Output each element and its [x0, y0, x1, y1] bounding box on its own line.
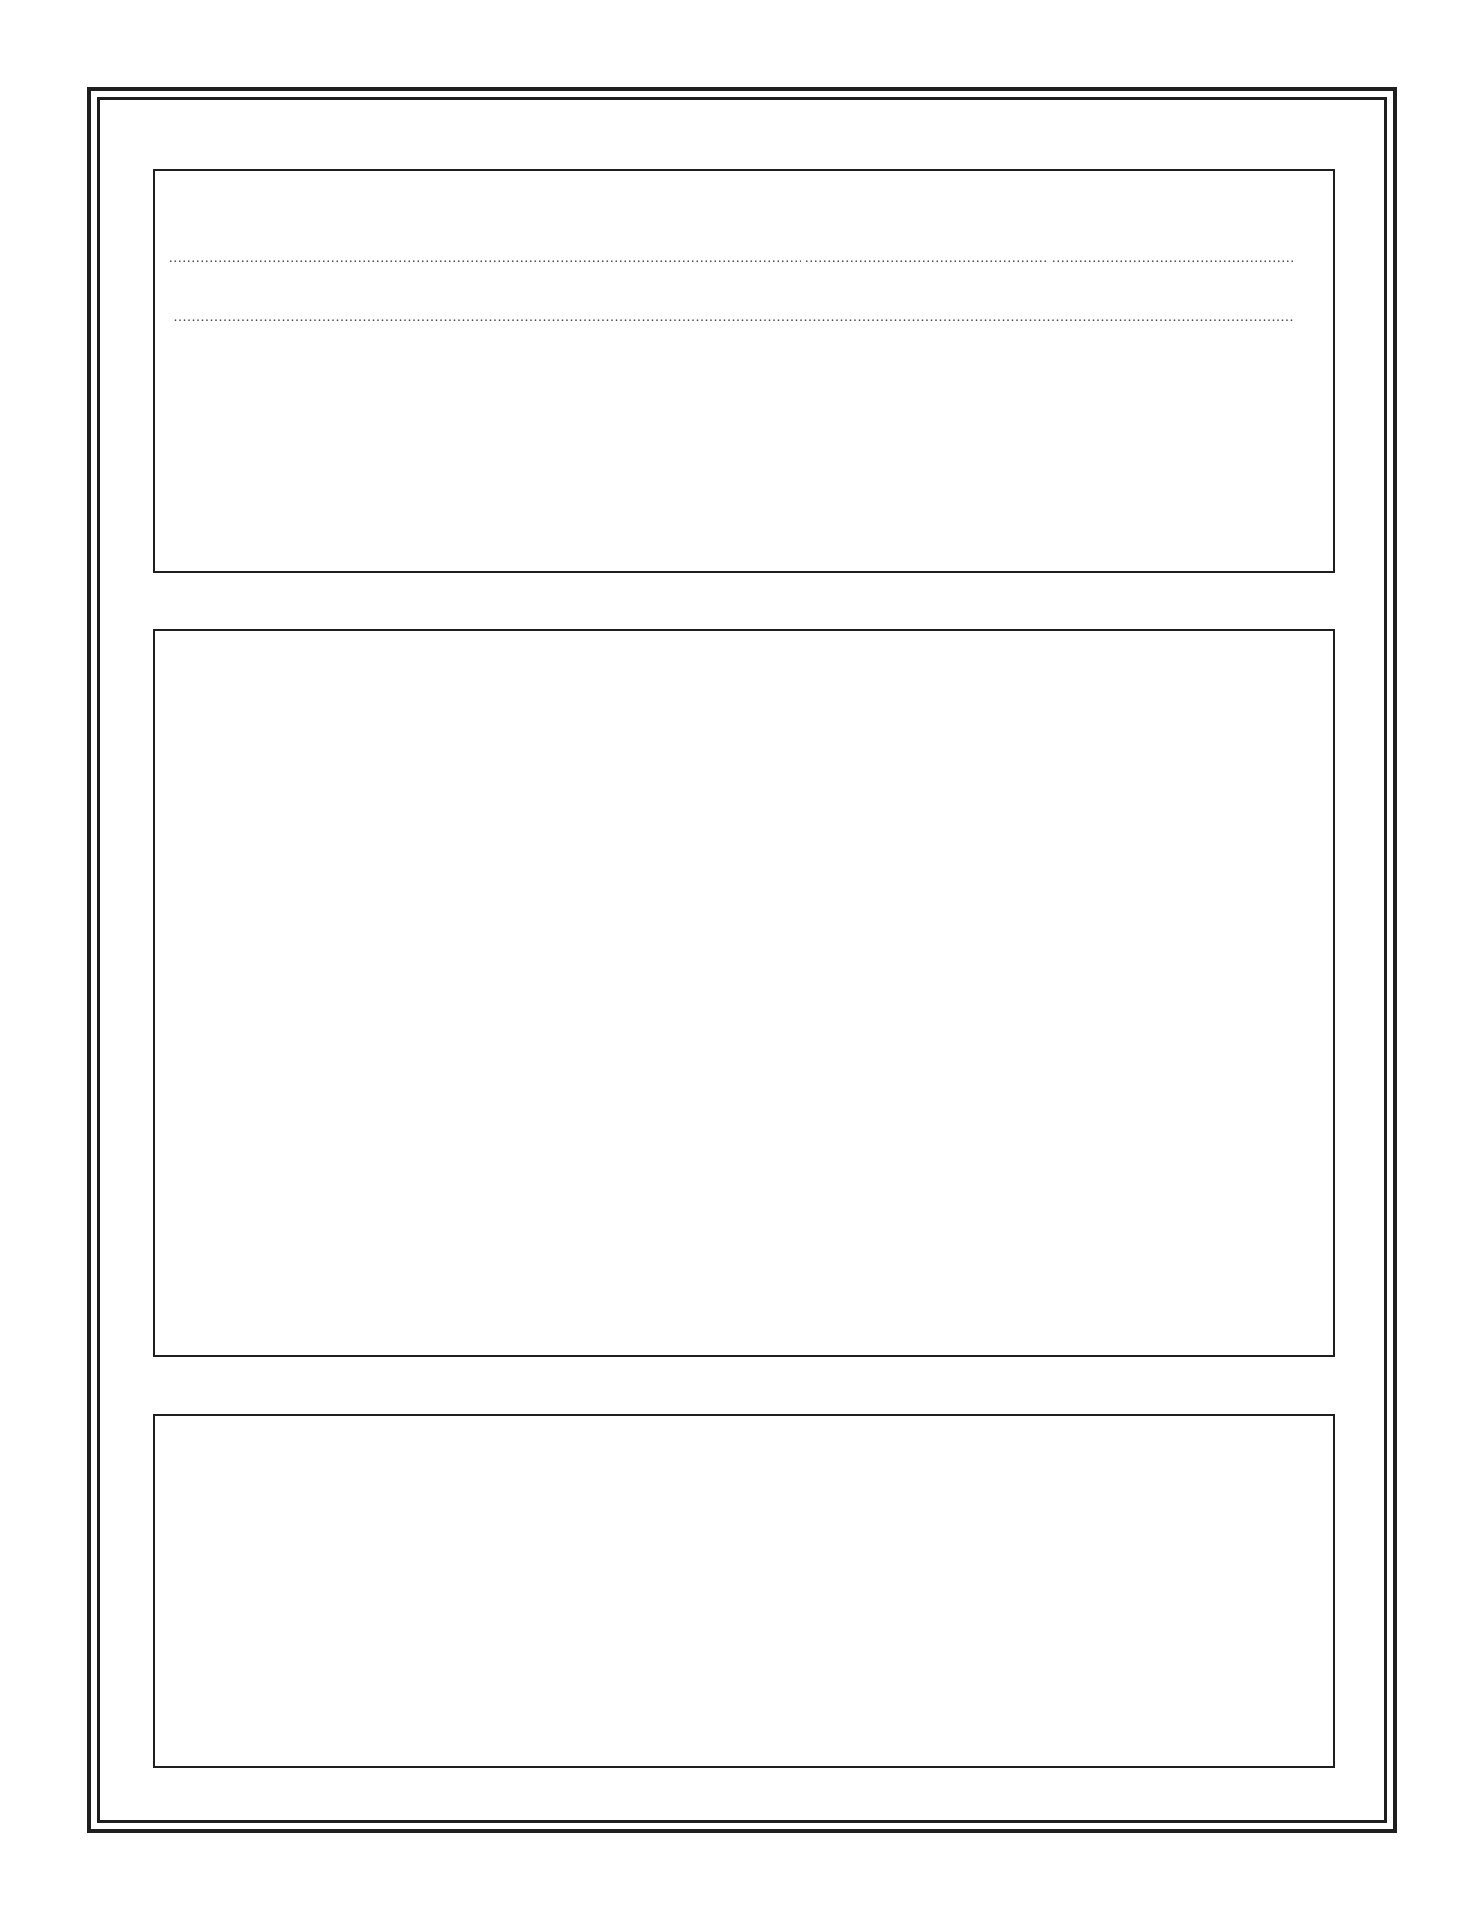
special-toppings	[1005, 391, 1305, 393]
gourmet-box	[153, 629, 1335, 1357]
menu-item-sicilian	[167, 305, 1297, 327]
personal-toppings	[646, 391, 846, 393]
pizza-box	[153, 169, 1335, 573]
menu-item-cheese-pizza	[167, 251, 1297, 267]
stromboli-box	[153, 1414, 1335, 1768]
